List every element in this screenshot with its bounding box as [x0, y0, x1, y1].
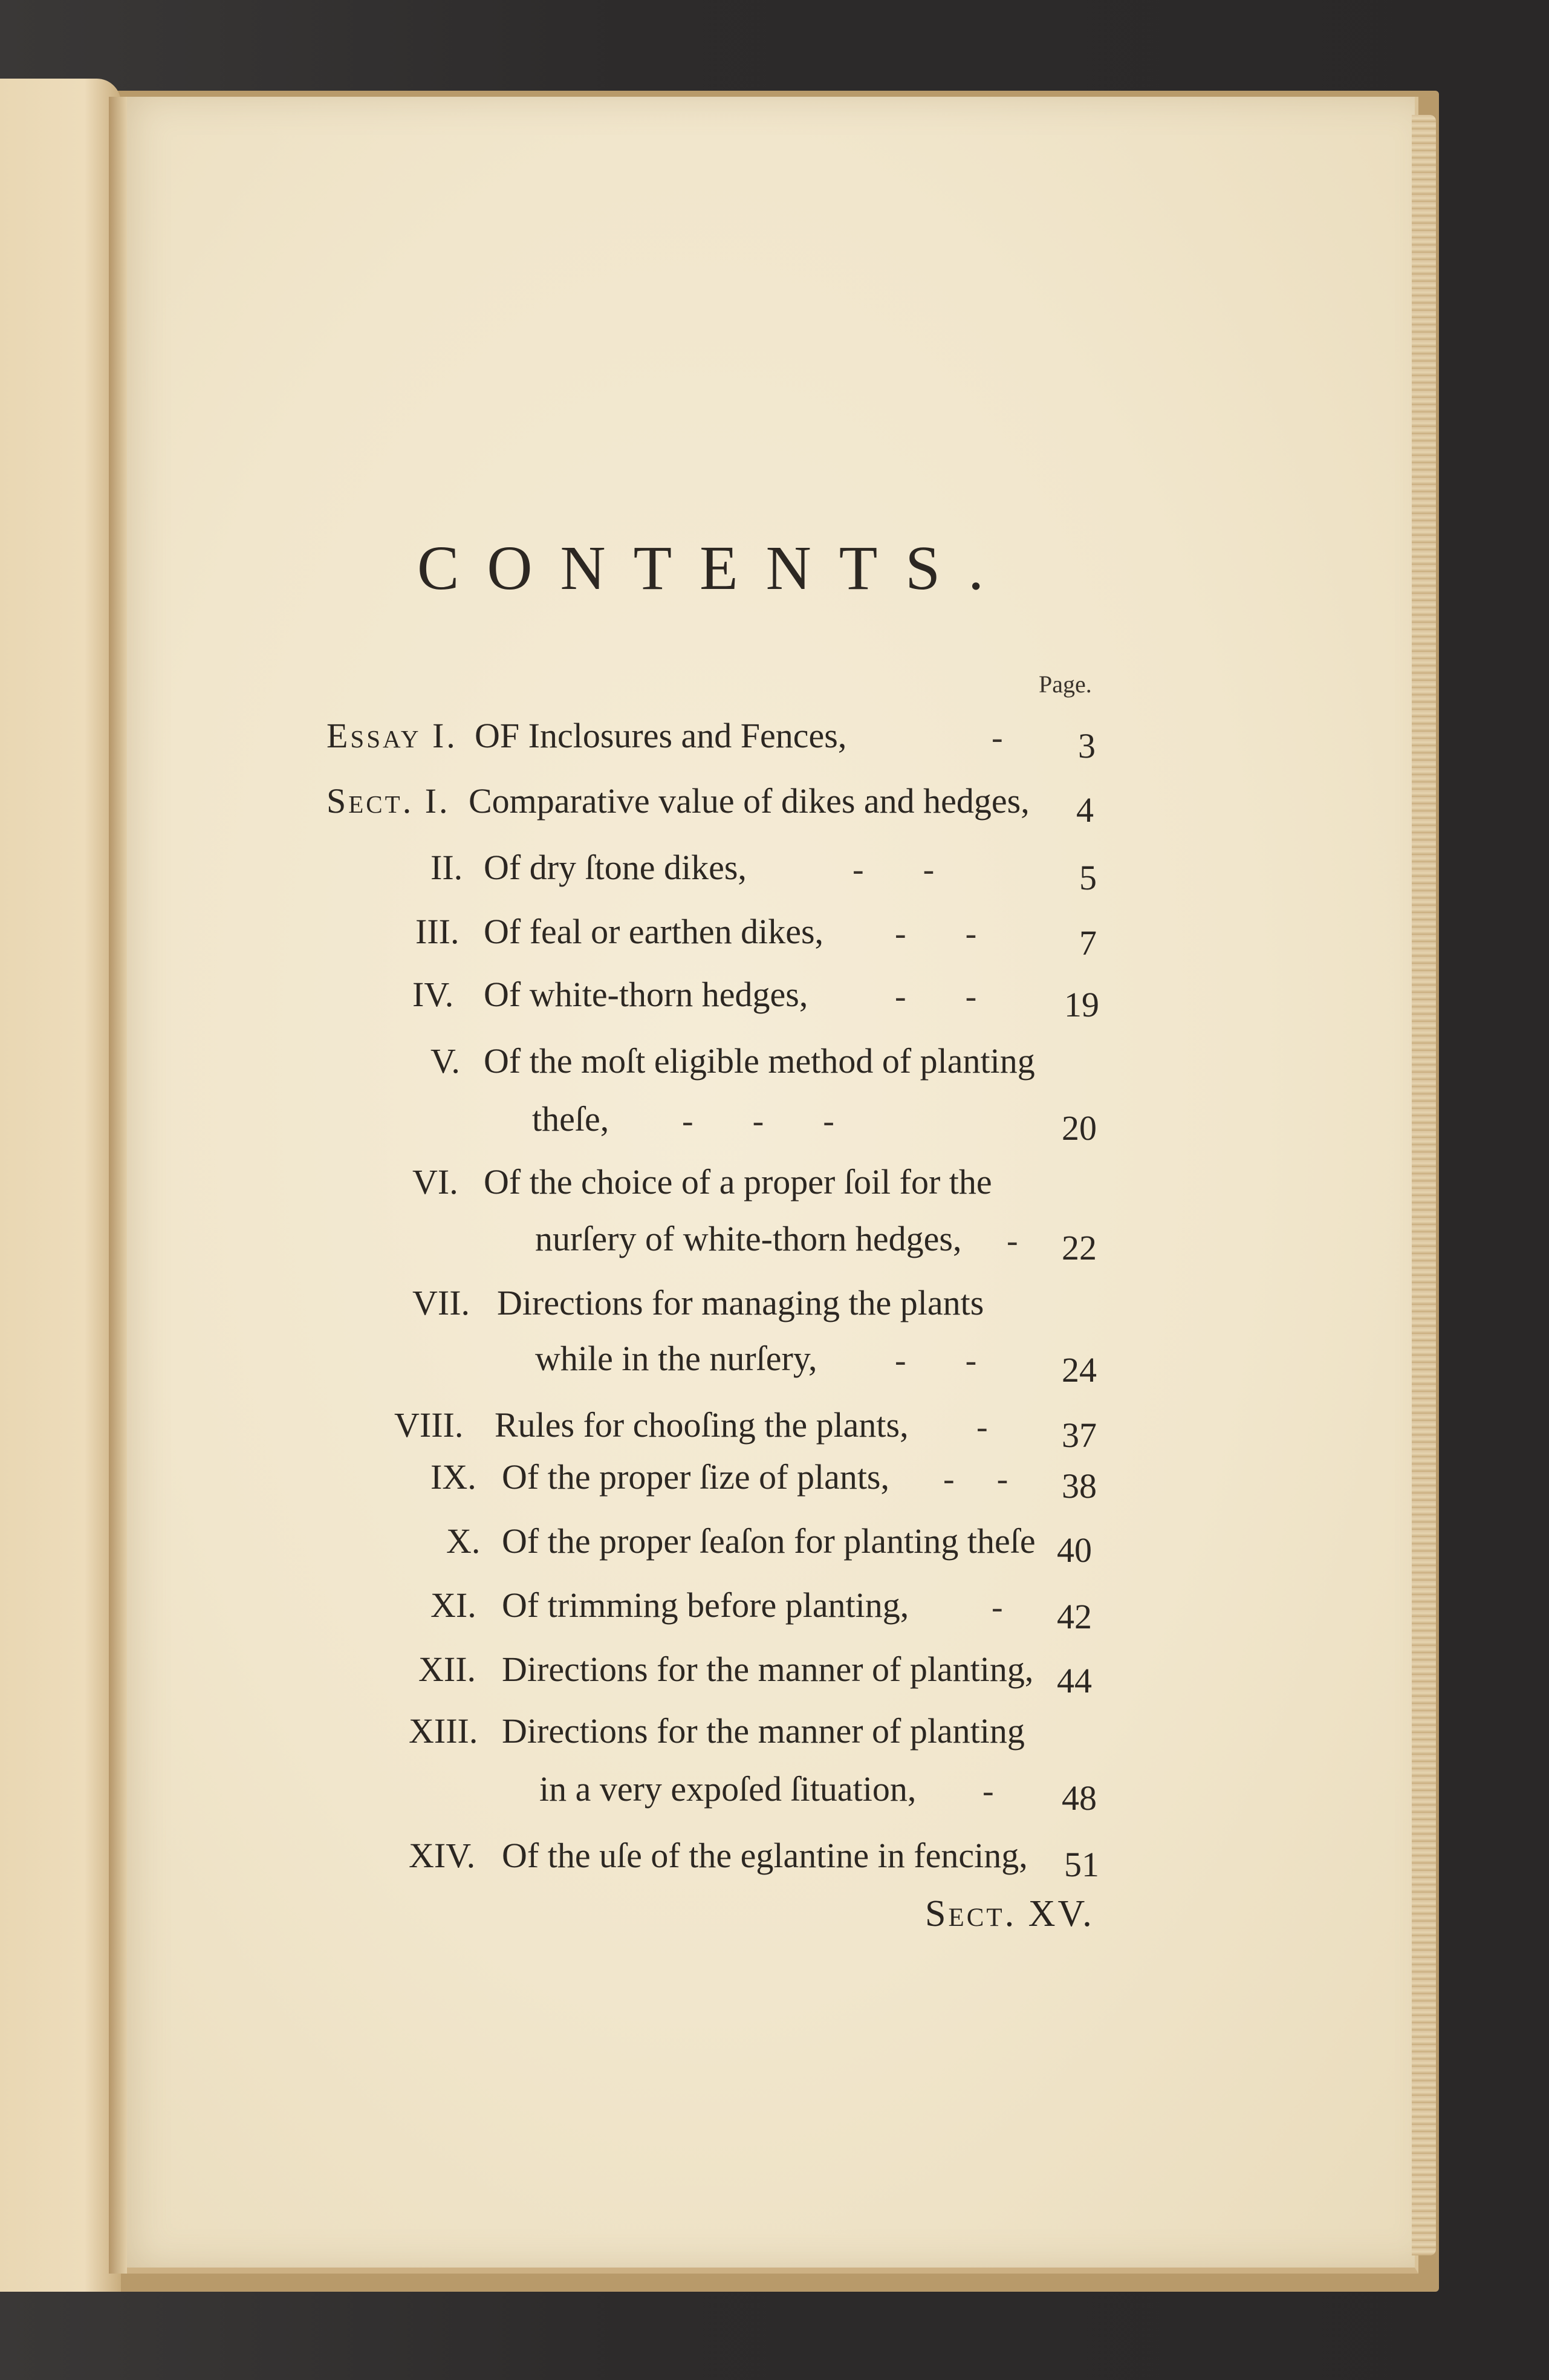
entry-text: Directions for managing the plants — [497, 1283, 984, 1322]
leader-dashes: - - — [895, 915, 977, 952]
entry-text: OF Inclosures and Fences, — [475, 716, 847, 755]
leader-dashes: - - — [895, 1342, 977, 1379]
page-number: 44 — [1057, 1661, 1092, 1700]
entry-number: VIII. — [394, 1405, 464, 1445]
page-number: 42 — [1057, 1597, 1092, 1636]
entry-text: Of dry ſtone dikes, — [484, 848, 747, 887]
entry-text: Of feal or earthen dikes, — [484, 912, 824, 951]
entry-number: XIV. — [409, 1836, 476, 1875]
entry-text: Of trimming before planting, — [502, 1585, 909, 1625]
entry-text: Comparative value of dikes and hedges, — [469, 781, 1030, 821]
entry-text-continued: while in the nurſery, — [535, 1339, 817, 1378]
leader-dashes: - — [992, 1588, 1003, 1626]
page-number: 48 — [1062, 1778, 1097, 1818]
entry-text-continued: theſe, — [532, 1099, 609, 1139]
leader-dashes: - - - — [682, 1102, 834, 1140]
page-number: 20 — [1062, 1108, 1097, 1148]
entry-number: X. — [446, 1521, 481, 1561]
entry-text: Directions for the manner of planting — [502, 1711, 1025, 1751]
entry-text-continued: in a very expoſed ſituation, — [539, 1769, 917, 1809]
entry-text: Of the proper ſize of plants, — [502, 1457, 890, 1497]
leader-dashes: - — [1007, 1222, 1018, 1260]
entry-number: VI. — [412, 1162, 458, 1201]
facing-page — [0, 79, 121, 2292]
page-number: 7 — [1079, 923, 1097, 963]
leader-dashes: - - — [895, 978, 977, 1015]
toc-entry — [326, 781, 450, 821]
page-number: 37 — [1062, 1416, 1097, 1455]
entry-number: IV. — [412, 975, 454, 1014]
entry-text: Of the uſe of the eglantine in fencing, — [502, 1836, 1028, 1875]
leader-dashes: - — [982, 1772, 994, 1810]
page-number: 22 — [1062, 1228, 1097, 1267]
page-number: 19 — [1064, 985, 1099, 1024]
page-number: 40 — [1057, 1530, 1092, 1570]
leader-dashes: - — [976, 1408, 988, 1446]
entry-number: IX. — [430, 1457, 476, 1497]
leader-dashes: - - — [852, 851, 935, 888]
book-gutter — [109, 97, 127, 2274]
catchword: Sect. XV. — [925, 1893, 1094, 1934]
entry-number: Sect. I. — [326, 781, 450, 821]
page-fore-edge — [1412, 115, 1436, 2255]
entry-number: Essay I. — [326, 716, 458, 755]
page-number: 3 — [1078, 726, 1096, 766]
leader-dashes: - — [992, 719, 1003, 756]
entry-text: Of the choice of a proper ſoil for the — [484, 1162, 992, 1201]
toc-entry — [326, 718, 458, 753]
entry-number: III. — [415, 912, 460, 951]
page-number: 4 — [1076, 790, 1094, 830]
leader-dashes: - - — [943, 1460, 1008, 1498]
entry-number: VII. — [412, 1283, 470, 1322]
entry-number: XIII. — [409, 1711, 478, 1751]
page-title: CONTENTS. — [417, 533, 1012, 603]
entry-number: XI. — [430, 1585, 476, 1625]
entry-text: Of white-thorn hedges, — [484, 975, 808, 1014]
page-number: 24 — [1062, 1350, 1097, 1390]
entry-text: Of the moſt eligible method of planting — [484, 1041, 1035, 1081]
page-column-header: Page. — [1039, 671, 1092, 698]
entry-text: Directions for the manner of planting, — [502, 1650, 1034, 1689]
entry-text: Of the proper ſeaſon for planting theſe — [502, 1521, 1036, 1561]
page-number: 38 — [1062, 1466, 1097, 1506]
entry-number: V. — [430, 1041, 460, 1081]
entry-number: II. — [430, 848, 463, 887]
entry-number: XII. — [418, 1650, 476, 1689]
page-number: 5 — [1079, 858, 1097, 897]
entry-text-continued: nurſery of white-thorn hedges, — [535, 1219, 962, 1258]
page-number: 51 — [1064, 1845, 1099, 1884]
entry-text: Rules for chooſing the plants, — [495, 1405, 909, 1445]
